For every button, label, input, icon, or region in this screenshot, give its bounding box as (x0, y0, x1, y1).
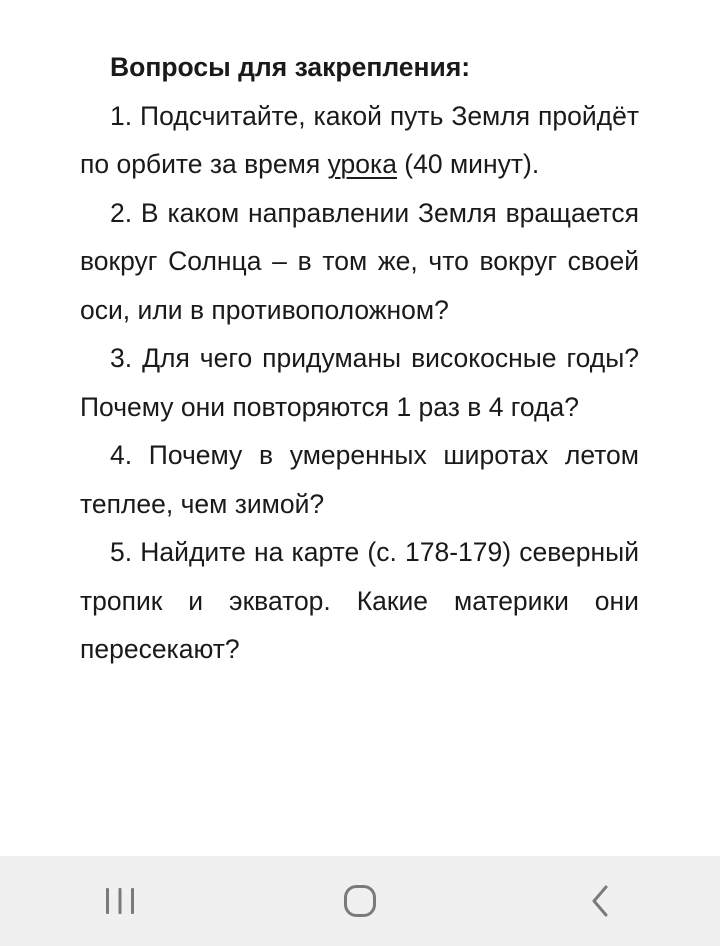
home-icon (343, 884, 377, 918)
system-navigation-bar (0, 856, 720, 946)
question-item-3 (80, 334, 639, 431)
document-heading: Вопросы для закрепления: (110, 52, 471, 82)
recent-apps-icon (103, 886, 137, 916)
question-item-2 (80, 189, 639, 335)
question-text: 2. В каком направлении Земля вращается вокруг Солнца – в том же, что вокруг своей оси, или в противоположном? (80, 197, 639, 325)
question-text-tail: (40 минут). (396, 149, 540, 179)
question-text: 1. Подсчитайте, какой путь Земля пройдёт по орбите за время (80, 100, 639, 179)
home-button[interactable] (300, 856, 420, 946)
back-button[interactable] (540, 856, 660, 946)
question-text: 5. Найдите на карте (с. 178-179) северный тропик и экватор. Какие материки они пересекают? (80, 537, 639, 664)
question-item-1 (80, 92, 639, 189)
recent-apps-button[interactable] (60, 856, 180, 946)
back-icon (589, 884, 611, 918)
document-content (80, 43, 639, 674)
question-text: 3. Для чего придуманы високосные годы? Почему они повторяются 1 раз в 4 года? (80, 343, 639, 422)
question-item-4 (80, 431, 639, 528)
question-item-5 (80, 528, 639, 674)
question-text: 4. Почему в умеренных широтах летом теплее, чем зимой? (80, 440, 639, 519)
underlined-word: урока (327, 149, 397, 179)
